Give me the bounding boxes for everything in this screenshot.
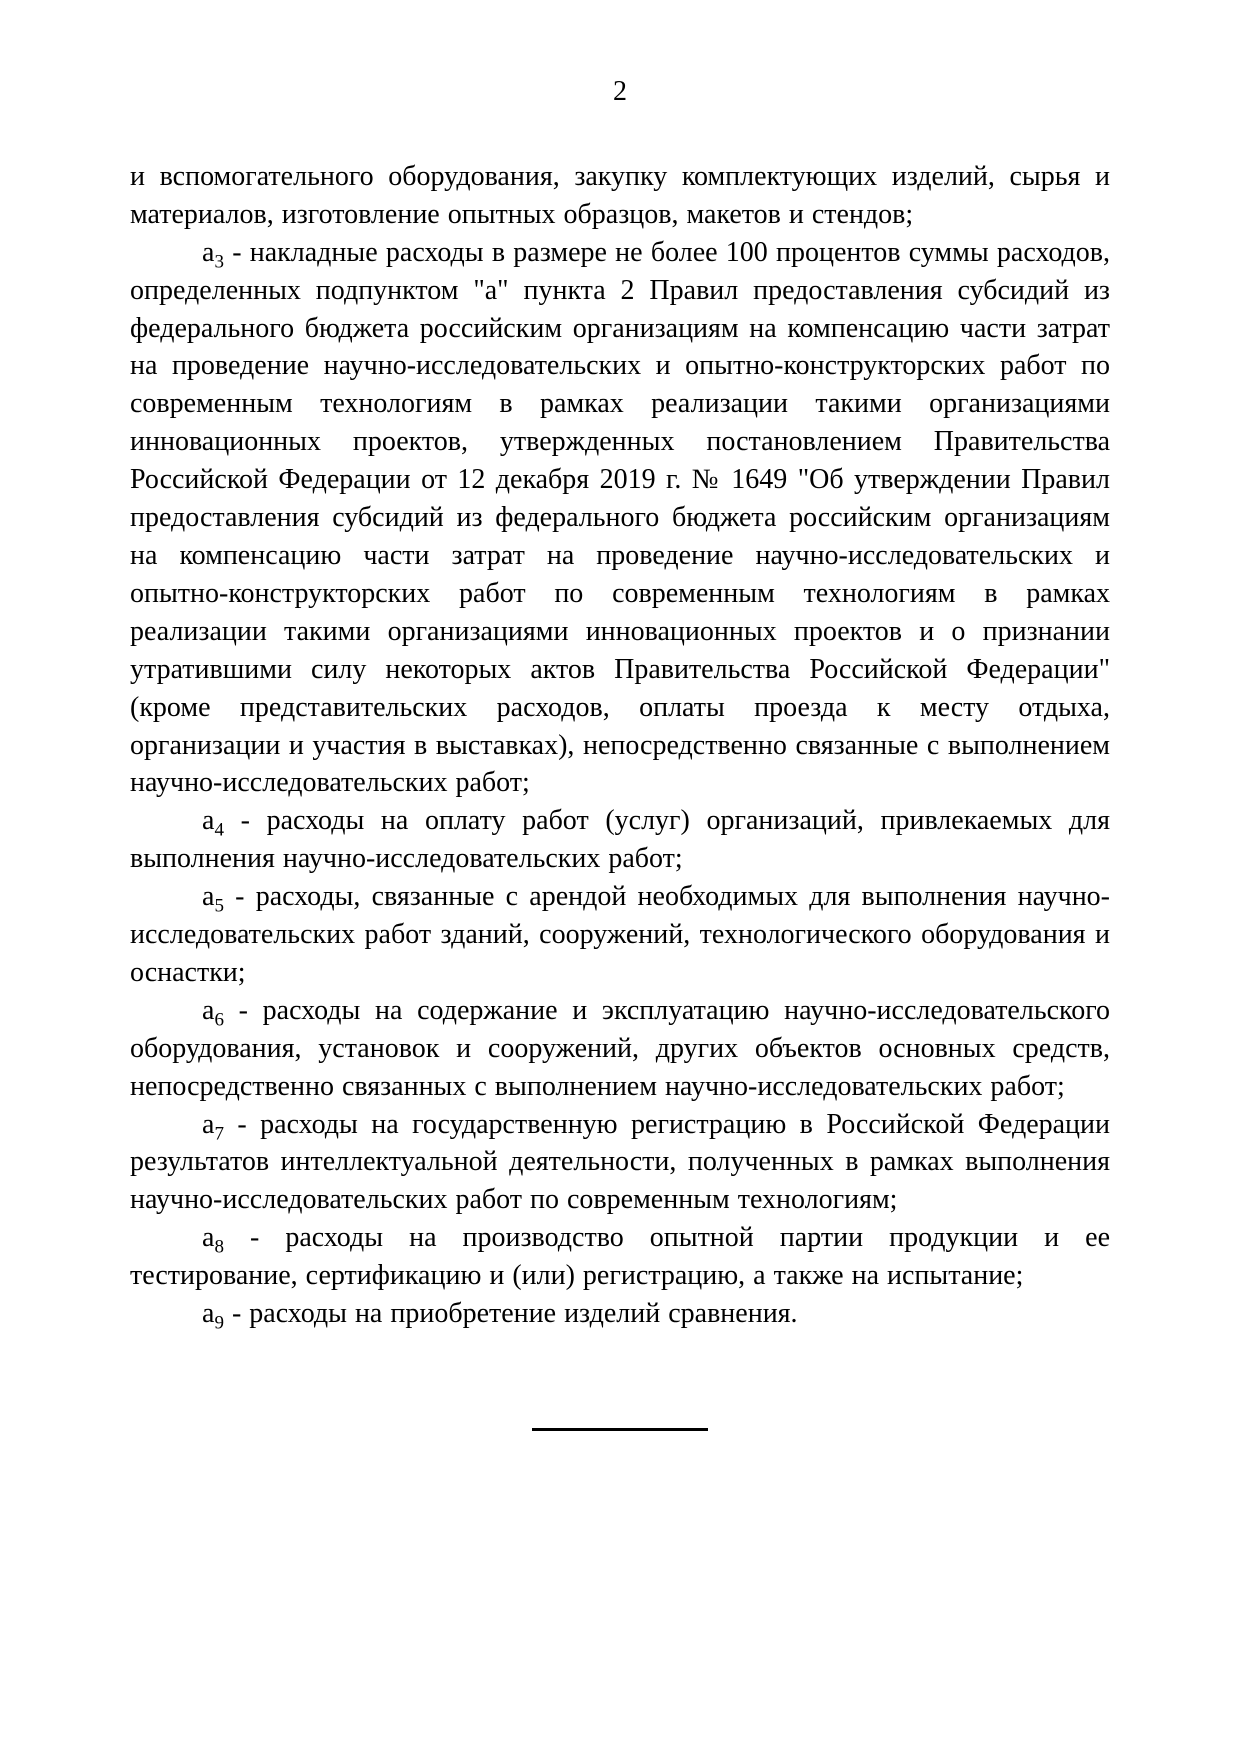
paragraph-a6: [130, 992, 1110, 1106]
section-divider: [532, 1428, 708, 1431]
paragraph-a8: [130, 1219, 1110, 1295]
term-marker-a4: $а_4$: [202, 805, 224, 841]
paragraph-text: - расходы на производство опытной партии продукции и ее тестирование, сертификацию и (или) регистрацию, а также на испытание;: [130, 1222, 1111, 1292]
paragraph-a7: [130, 1106, 1110, 1220]
paragraph-text: - расходы на содержание и эксплуатацию научно-исследовательского оборудования, установок и сооружений, других объектов основных средств, непосредственно связанных с выполнением научно-исследовательских работ;: [130, 994, 1111, 1102]
paragraph-a4: [130, 802, 1110, 878]
paragraph-a9: [130, 1295, 1110, 1333]
marker-subscript: 7: [214, 1123, 224, 1145]
term-marker-a9: $а_9$: [202, 1298, 224, 1334]
paragraph-text: и вспомогательного оборудования, закупку комплектующих изделий, сырья и материалов, изготовление опытных образцов, макетов и стендов;: [130, 160, 1110, 230]
paragraph-a5: [130, 878, 1110, 992]
paragraph-text: - расходы на государственную регистрацию в Российской Федерации результатов интеллектуальной деятельности, полученных в рамках выполнения научно-исследовательских работ по современным технологиям;: [130, 1108, 1110, 1216]
paragraph-continuation: [130, 158, 1110, 234]
paragraph-text: - расходы на оплату работ (услуг) организаций, привлекаемых для выполнения научно-исследовательских работ;: [130, 805, 1111, 875]
term-marker-a3: $а_3$: [202, 236, 224, 273]
term-marker-a8: $а_8$: [202, 1222, 224, 1258]
term-marker-a6: $а_6$: [202, 994, 224, 1031]
marker-subscript: 3: [214, 251, 224, 273]
marker-subscript: 6: [214, 1009, 224, 1031]
paragraph-text: - расходы на приобретение изделий сравнения.: [231, 1298, 798, 1330]
paragraph-a3: [130, 234, 1110, 803]
marker-subscript: 8: [214, 1236, 224, 1258]
marker-subscript: 5: [214, 895, 224, 917]
paragraph-text: - расходы, связанные с арендой необходимых для выполнения научно-исследовательских работ зданий, сооружений, технологического оборудования и оснастки;: [130, 881, 1111, 988]
marker-subscript: 9: [214, 1312, 224, 1334]
paragraph-text: - накладные расходы в размере не более 100 процентов суммы расходов, определенных подпунктом "а" пункта 2 Правил предоставления субсидий из федерального бюджета российским организациям на компенсацию части затрат на проведение научно-исследовательских и опытно-конструкторских работ по современным технологиям в рамках реализации такими организациями инновационных проектов, утвержденных постановлением Правительства Российской Федерации от 12 декабря 2019 г. № 1649 "Об утверждении Правил предоставления субсидий из федерального бюджета российским организациям на компенсацию части затрат на проведение научно-исследовательских и опытно-конструкторских работ по современным технологиям в рамках реализации такими организациями инновационных проектов и о признании утратившими силу некоторых актов Правительства Российской Федерации" (кроме представительских расходов, оплаты проезда к месту отдыха, организации и участия в выставках), непосредственно связанные с выполнением научно-исследовательских работ;: [130, 236, 1111, 799]
term-marker-a5: $а_5$: [202, 881, 224, 917]
marker-subscript: 4: [214, 819, 224, 841]
page-number: 2: [613, 76, 627, 107]
term-marker-a7: $а_7$: [202, 1108, 224, 1145]
